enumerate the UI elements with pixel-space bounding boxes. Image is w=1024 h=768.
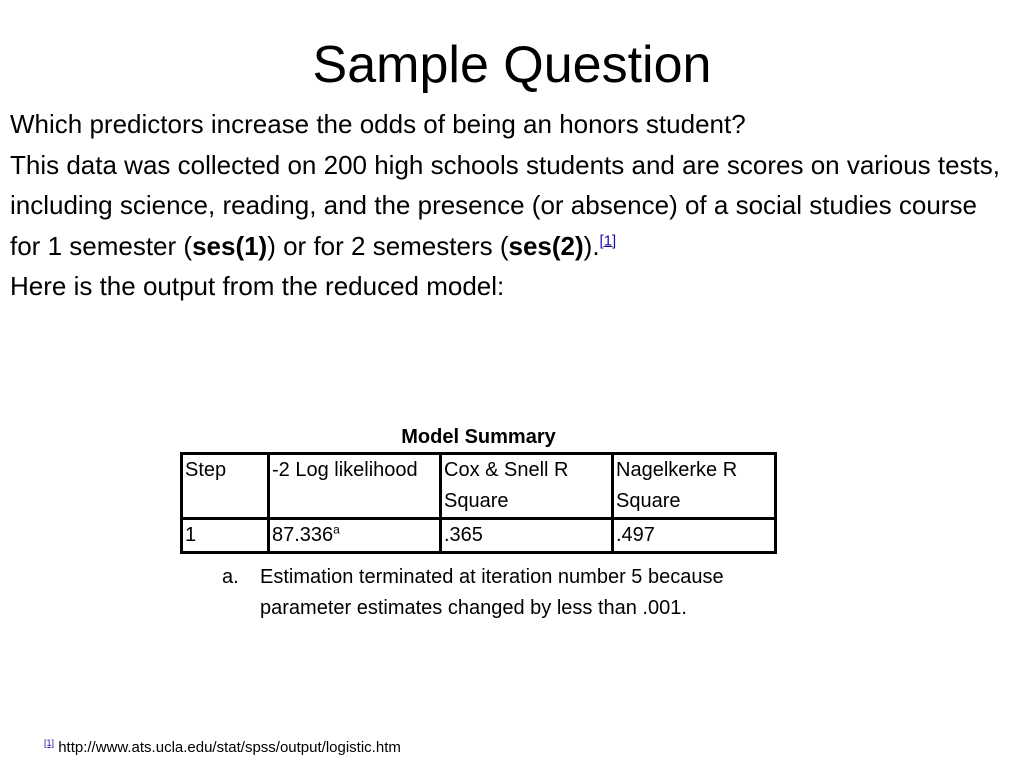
table-header-row [182, 454, 776, 519]
footnote-url[interactable]: http://www.ats.ucla.edu/stat/spss/output/logistic.htm [58, 739, 401, 756]
header-step: Step [182, 454, 269, 519]
ses1-term: ses(1) [192, 230, 268, 261]
data-description [10, 145, 1014, 267]
model-summary-caption: Model Summary [401, 426, 556, 448]
table-row [182, 519, 776, 553]
question-line: Which predictors increase the odds of being an honors student? [10, 109, 746, 139]
cell-cox-snell: .365 [441, 519, 613, 553]
cell-step: 1 [182, 519, 269, 553]
description-part-3: ). [583, 230, 600, 261]
neg2loglik-value: 87.336 [272, 524, 334, 546]
header-neg2-log-likelihood: -2 Log likelihood [269, 454, 441, 519]
reference-link[interactable]: [1] [599, 231, 617, 249]
ses2-term: ses(2) [508, 230, 584, 261]
cell-neg2-log-likelihood [269, 519, 441, 553]
model-summary-table [180, 452, 777, 554]
footnote-marker: a [333, 522, 340, 537]
output-intro: Here is the output from the reduced model: [10, 271, 505, 301]
description-part-2: ) or for 2 semesters ( [267, 230, 509, 261]
note-text: Estimation terminated at iteration number 5 because parameter estimates changed by less than .001. [260, 566, 724, 619]
note-marker: a. [222, 566, 239, 588]
slide-title: Sample Question [312, 36, 712, 94]
header-cox-snell: Cox & Snell R Square [441, 454, 613, 519]
footnote-ref[interactable]: [1] [44, 738, 55, 748]
footnote [44, 733, 401, 758]
cell-nagelkerke: .497 [613, 519, 776, 553]
header-nagelkerke: Nagelkerke R Square [613, 454, 776, 519]
question-text [10, 104, 1014, 307]
description-part-1: This data was collected on 200 high schools students and are scores on various tests, including science, reading, and the presence (or absence) of a social studies course for 1 semester ( [10, 149, 1001, 261]
